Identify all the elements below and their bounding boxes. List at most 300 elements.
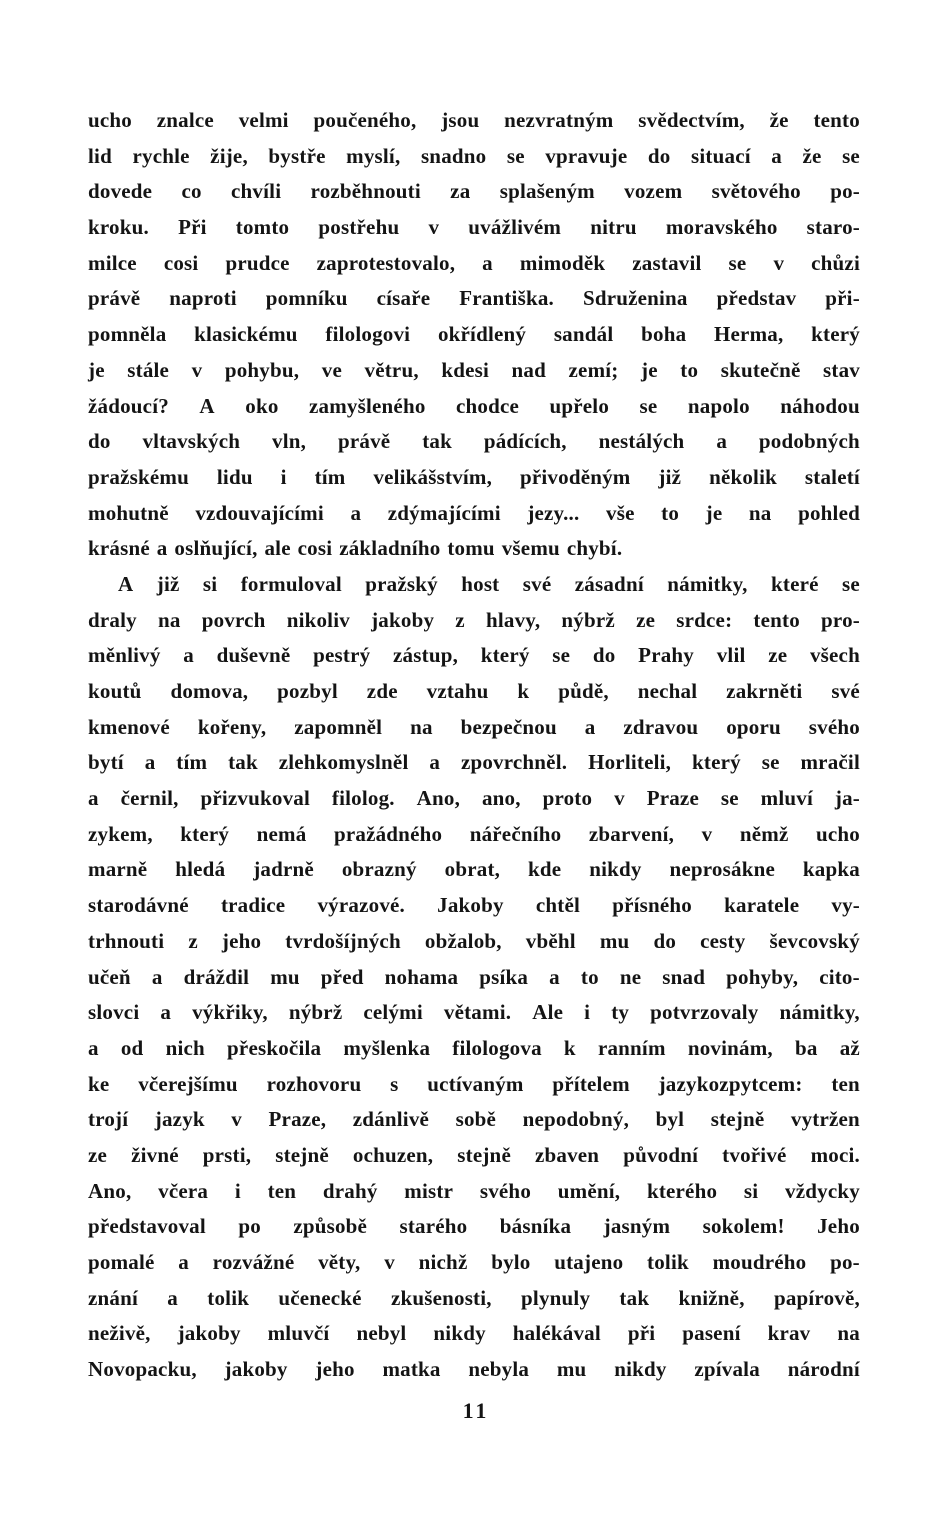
word: zemí; [568, 357, 619, 382]
text-line [88, 353, 860, 389]
text-line [88, 674, 860, 710]
word: oslňující, [174, 536, 258, 561]
word: nohama [384, 964, 459, 989]
word: chvíli [231, 179, 282, 204]
word: národní [787, 1357, 860, 1382]
word: sandál [553, 322, 614, 347]
word: zdýmajícími [387, 500, 501, 525]
word: tolik [207, 1285, 250, 1310]
word: pražskému [88, 464, 189, 489]
word: všech [809, 643, 860, 668]
word: zlehkomyslněl [278, 750, 409, 775]
word: klasickému [194, 322, 298, 347]
word: formuloval [240, 571, 342, 596]
word: nitru [590, 215, 637, 240]
word: trojí [88, 1107, 129, 1132]
word: a [183, 643, 194, 668]
word: ja- [834, 786, 860, 811]
word: a [151, 964, 163, 989]
word: neživě, [88, 1321, 151, 1346]
word: mračil [800, 750, 860, 775]
word: na [837, 1321, 860, 1346]
word: chybí. [566, 536, 623, 561]
word: drahý [322, 1178, 378, 1203]
word: marně [88, 857, 148, 882]
word: pomníku [265, 286, 348, 311]
word: vpravuje [545, 143, 628, 168]
word: náhodou [780, 393, 860, 418]
word: jasným [603, 1214, 671, 1239]
word: jakoby [224, 1357, 288, 1382]
word: prsti, [202, 1142, 252, 1167]
word: vztahu [426, 679, 489, 703]
word: nechal [637, 679, 698, 703]
word: velmi [238, 108, 289, 132]
word: zástup, [393, 643, 459, 668]
word: je [641, 357, 658, 382]
word: cosi [297, 536, 333, 561]
text-line [88, 210, 860, 246]
word: cito- [819, 964, 860, 989]
word: sobě [455, 1107, 497, 1132]
word: právě [88, 286, 141, 311]
text-line [88, 139, 860, 175]
word: před [320, 964, 364, 989]
text-line [88, 424, 860, 460]
text-line [88, 1067, 860, 1103]
word: dovede [88, 179, 153, 204]
word: moudrého [712, 1250, 807, 1274]
word: zde [366, 679, 398, 703]
word: to [580, 964, 599, 989]
word: půdě, [558, 679, 609, 703]
word: kdesi [441, 357, 489, 382]
word: mu [599, 928, 630, 953]
text-line [88, 888, 860, 924]
word: lidu [216, 464, 253, 489]
word: kde [528, 857, 562, 882]
word: myslí, [346, 143, 401, 168]
word: na [157, 607, 181, 632]
word: představoval [88, 1214, 206, 1239]
text-line [88, 960, 860, 996]
word: námitky, [667, 571, 748, 596]
word: jsou [441, 108, 480, 132]
word: základního [339, 536, 441, 561]
word: vytržen [790, 1107, 860, 1132]
word: dráždil [183, 964, 250, 989]
text-line [88, 246, 860, 282]
word: Jakoby [437, 893, 504, 918]
word: který [811, 322, 860, 347]
word: starého [399, 1214, 468, 1239]
word: tradice [220, 893, 286, 918]
word: jadrně [253, 857, 314, 882]
word: způsobě [293, 1214, 368, 1239]
word: námitky, [779, 1000, 860, 1025]
word: A [118, 571, 134, 596]
text-line [88, 995, 860, 1031]
word: které [771, 571, 819, 596]
word: ze [88, 1142, 108, 1167]
word: po- [830, 179, 860, 204]
word: výrazové. [317, 893, 405, 918]
word: poučeného, [313, 108, 417, 132]
word: němž [739, 821, 789, 846]
word: tvrdošíjných [285, 928, 401, 953]
word: se [728, 250, 747, 275]
word: učenecké [278, 1285, 362, 1310]
word: skutečně [720, 357, 801, 382]
word: básníka [499, 1214, 572, 1239]
word: nezvratným [504, 108, 614, 132]
word: splašeným [499, 179, 595, 204]
word: který [692, 750, 741, 775]
word: přítelem [552, 1071, 630, 1096]
word: že [802, 143, 822, 168]
word: i [234, 1178, 241, 1203]
word: plynuly [521, 1285, 591, 1310]
word: ale [264, 536, 291, 561]
word: a [144, 750, 156, 775]
text-line [88, 389, 860, 425]
word: cesty [700, 928, 746, 953]
word: Ano, [88, 1178, 132, 1203]
word: tento [753, 607, 800, 632]
word: filologova [452, 1035, 542, 1060]
word: je [705, 500, 723, 525]
word: tak [619, 1285, 650, 1310]
word: host [461, 571, 500, 596]
word: trhnouti [88, 928, 165, 953]
word: zkušenosti, [390, 1285, 492, 1310]
word: Jeho [817, 1214, 860, 1239]
word: obrazný [341, 857, 417, 882]
word: chůzi [811, 250, 860, 275]
word: tomu [447, 536, 495, 561]
word: tím [314, 464, 346, 489]
word: vln, [272, 429, 307, 454]
word: pražský [365, 571, 438, 596]
word: původní [623, 1142, 699, 1167]
word: domova, [170, 679, 249, 703]
word: co [181, 179, 202, 204]
word: se [842, 143, 860, 168]
word: uvážlivém [468, 215, 562, 240]
word: vzdouvajícími [195, 500, 324, 525]
word: myšlenka [343, 1035, 431, 1060]
word: a [716, 429, 728, 454]
word: v [231, 1107, 242, 1132]
word: stejně [275, 1142, 329, 1167]
word: své [831, 679, 860, 703]
word: a [482, 250, 493, 275]
word: kapka [802, 857, 860, 882]
text-line [88, 281, 860, 317]
word: Herma, [714, 322, 784, 347]
word: vozem [624, 179, 683, 204]
word: věty, [318, 1250, 361, 1274]
word: mluví [760, 786, 814, 811]
text-line [88, 1209, 860, 1245]
word: zastavil [632, 250, 702, 275]
word: ve [321, 357, 342, 382]
word: stav [823, 357, 860, 382]
word: ševcovský [769, 928, 860, 953]
word: bytí [88, 750, 124, 775]
word: potvrzovaly [650, 1000, 759, 1025]
word: tvořivé [722, 1142, 787, 1167]
word: vltavských [142, 429, 241, 454]
word: a [88, 786, 99, 811]
word: oko [245, 393, 279, 418]
word: stejně [710, 1107, 765, 1132]
word: vlil [716, 643, 746, 668]
word: milce [88, 250, 137, 275]
word: slovci [88, 1000, 140, 1025]
word: a [160, 1000, 172, 1025]
text-line [88, 781, 860, 817]
word: nich [165, 1035, 205, 1060]
word: se [552, 643, 571, 668]
word: v [701, 821, 713, 846]
word: mistr [404, 1178, 454, 1203]
text-line [88, 638, 860, 674]
word: pasení [682, 1321, 741, 1346]
word: podobných [758, 429, 860, 454]
word: stejně [457, 1142, 511, 1167]
word: a [178, 1250, 189, 1274]
word: ranním [597, 1035, 666, 1060]
word: zásadní [574, 571, 644, 596]
word: bystře [268, 143, 326, 168]
word: pádících, [483, 429, 567, 454]
word: světového [711, 179, 801, 204]
word: rychle [132, 143, 190, 168]
word: a [156, 536, 168, 561]
text-line [88, 745, 860, 781]
word: včera [158, 1178, 209, 1203]
word: který [180, 821, 230, 846]
word: ke [88, 1071, 110, 1096]
word: hledá [175, 857, 226, 882]
word: se [720, 786, 739, 811]
word: draly [88, 607, 137, 632]
word: několik [709, 464, 777, 489]
word: černil, [120, 786, 179, 811]
word: již [156, 571, 180, 596]
word: který [480, 643, 530, 668]
word: nebyl [356, 1321, 407, 1346]
word: nad [511, 357, 546, 382]
text-line [88, 1138, 860, 1174]
word: až [839, 1035, 860, 1060]
word: pražádného [333, 821, 443, 846]
word: napolo [687, 393, 750, 418]
word: jeho [315, 1357, 355, 1382]
word: obrat, [444, 857, 501, 882]
word: k [563, 1035, 576, 1060]
word: celými [363, 1000, 423, 1025]
word: velikášstvím, [373, 464, 493, 489]
word: bylo [491, 1250, 531, 1274]
text-line [88, 1031, 860, 1067]
word: Praze [646, 786, 699, 811]
word: to [680, 357, 699, 382]
word: je [88, 357, 105, 382]
word: papírově, [773, 1285, 860, 1310]
word: kterého [646, 1178, 718, 1203]
word: ten [267, 1178, 297, 1203]
word: ucho [88, 108, 132, 132]
text-line [88, 1245, 860, 1281]
word: tak [228, 750, 258, 775]
word: žije, [210, 143, 248, 168]
word: nikdy [589, 857, 642, 882]
word: a [88, 1035, 99, 1060]
word: s [390, 1071, 399, 1096]
word: obžalob, [424, 928, 502, 953]
word: přivoděným [519, 464, 631, 489]
word: situací [691, 143, 751, 168]
word: knižně, [678, 1285, 745, 1310]
text-line [88, 531, 860, 567]
word: karatele [724, 893, 800, 918]
word: Horliteli, [588, 750, 672, 775]
word: zpovrchněl. [460, 750, 568, 775]
word: a [771, 143, 782, 168]
word: pozbyl [277, 679, 338, 703]
word: zbaven [534, 1142, 600, 1167]
word: vy- [831, 893, 860, 918]
word: filolog. [331, 786, 395, 811]
word: hlavy, [485, 607, 541, 632]
word: na [410, 714, 433, 739]
word: nikdy [433, 1321, 486, 1346]
word: tolik [647, 1250, 689, 1274]
word: a [167, 1285, 178, 1310]
word: si [743, 1178, 759, 1203]
word: utajeno [554, 1250, 624, 1274]
word: po- [830, 1250, 860, 1274]
word: rozhovoru [266, 1071, 362, 1096]
word: do [88, 429, 111, 454]
word: znání [88, 1285, 139, 1310]
word: staro- [806, 215, 860, 240]
word: pomněla [88, 322, 167, 347]
word: vždycky [785, 1178, 860, 1203]
word: nichž [418, 1250, 468, 1274]
word: kroku. [88, 215, 149, 240]
word: mluvčí [267, 1321, 330, 1346]
word: tomto [235, 215, 290, 240]
word: se [842, 571, 860, 596]
word: svědectvím, [638, 108, 745, 132]
word: umění, [557, 1178, 621, 1203]
word: uctívaným [427, 1071, 524, 1096]
word: nestálých [598, 429, 685, 454]
word: krásné [88, 536, 150, 561]
word: zapomněl [294, 714, 383, 739]
word: naproti [169, 286, 237, 311]
word: moravského [665, 215, 778, 240]
word: z [455, 607, 465, 632]
word: k [517, 679, 530, 703]
word: zykem, [88, 821, 153, 846]
word: jazykozpytcem: [658, 1071, 803, 1096]
text-line [88, 103, 860, 139]
word: ucho [816, 821, 860, 846]
body-text [88, 103, 860, 1388]
word: matka [382, 1357, 441, 1382]
word: se [639, 393, 658, 418]
word: ty [611, 1000, 630, 1025]
word: filologovi [325, 322, 411, 347]
word: jakoby [177, 1321, 241, 1346]
word: i [584, 1000, 591, 1025]
word: v [773, 250, 785, 275]
word: císaře [376, 286, 431, 311]
word: Sdruženina [582, 286, 688, 311]
word: pestrý [313, 643, 371, 668]
word: nepodobný, [522, 1107, 630, 1132]
word: psíka [479, 964, 529, 989]
word: za [450, 179, 471, 204]
word: A [199, 393, 215, 418]
word: neprosákne [669, 857, 775, 882]
word: stále [127, 357, 170, 382]
word: nebyla [468, 1357, 530, 1382]
word: ne [619, 964, 642, 989]
word: Praze, [268, 1107, 327, 1132]
word: včerejšímu [138, 1071, 238, 1096]
word: již [658, 464, 682, 489]
text-line [88, 817, 860, 853]
text-line [88, 1316, 860, 1352]
word: oporu [726, 714, 781, 739]
word: rozběhnouti [310, 179, 421, 204]
word: kořeny, [197, 714, 267, 739]
word: proto [542, 786, 593, 811]
text-line [88, 174, 860, 210]
word: snadno [420, 143, 487, 168]
word: mu [270, 964, 300, 989]
word: přeskočila [227, 1035, 322, 1060]
word: nikdy [614, 1357, 667, 1382]
page-number: 11 [462, 1398, 490, 1423]
word: staletí [804, 464, 860, 489]
word: pohled [798, 500, 860, 525]
word: srdce: [676, 607, 733, 632]
word: bezpečnou [460, 714, 557, 739]
word: výkřiky, [192, 1000, 268, 1025]
word: koutů [88, 679, 142, 703]
text-line [88, 1352, 860, 1388]
word: i [280, 464, 287, 489]
word: ochuzen, [352, 1142, 434, 1167]
word: to [661, 500, 680, 525]
word: že [769, 108, 789, 132]
word: mohutně [88, 500, 169, 525]
word: pomalé [88, 1250, 155, 1274]
word: tak [422, 429, 452, 454]
text-line [88, 603, 860, 639]
word: a [350, 500, 362, 525]
text-line [88, 710, 860, 746]
word: tím [176, 750, 208, 775]
word: nářečního [469, 821, 562, 846]
word: se [761, 750, 780, 775]
